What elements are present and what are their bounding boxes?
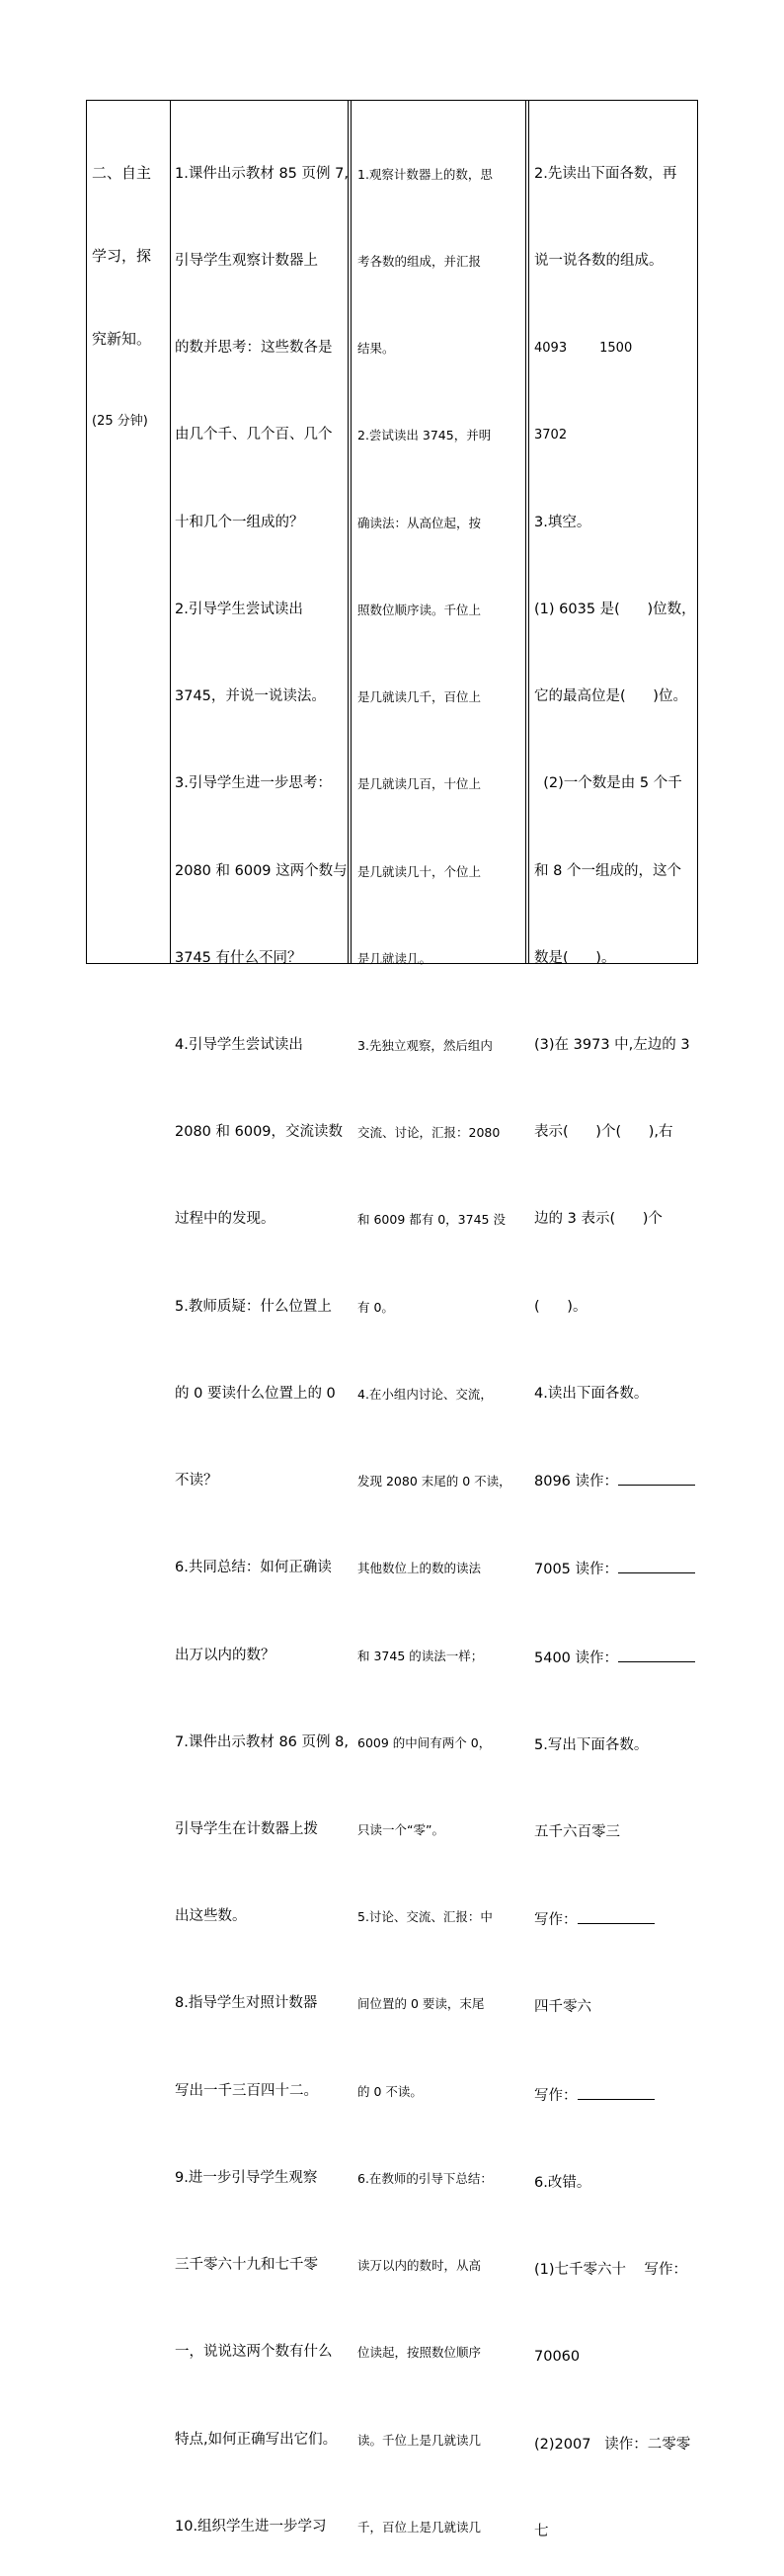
student-line: 有 0。 <box>357 1299 394 1315</box>
student-line: 读万以内的数时，从高 <box>357 2258 482 2274</box>
exercise-line: 边的 3 表示( )个 <box>534 1211 663 1228</box>
teacher-line: 3745 有什么不同？ <box>175 949 302 966</box>
stage-line: 究新知。 <box>92 330 152 348</box>
teacher-line: 10.组织学生进一步学习 <box>175 2518 327 2535</box>
teacher-line: 3745，并说一说读法。 <box>175 688 326 705</box>
teacher-line: 由几个千、几个百、几个 <box>175 427 333 443</box>
stage-line: (25 分钟) <box>92 414 148 429</box>
exercise-line: (2)一个数是由 5 个千 <box>534 775 682 792</box>
student-line: 读。千位上是几就读几 <box>357 2432 482 2448</box>
teacher-line: 十和几个一组成的？ <box>175 514 304 530</box>
divider-2 <box>525 101 526 963</box>
exercise-line: 它的最高位是( )位。 <box>534 688 687 705</box>
exercise-line-with-blank <box>534 2081 696 2111</box>
teacher-line: 不读？ <box>175 1473 218 1489</box>
exercise-text: 7005 读作： <box>534 1562 619 1578</box>
teacher-line: 4.引导学生尝试读出 <box>175 1037 303 1053</box>
student-line: 和 6009 都有 0，3745 没 <box>357 1212 506 1228</box>
teacher-line: 2080 和 6009 这两个数与 <box>175 862 348 879</box>
teacher-line: 6.共同总结：如何正确读 <box>175 1560 332 1576</box>
exercise-line: (2)2007 读作：二零零 <box>534 2436 691 2453</box>
exercise-line: 70060 <box>534 2349 581 2366</box>
student-line: 考各数的组成，并汇报 <box>357 254 482 270</box>
teacher-line: 三千零六十九和七千零 <box>175 2257 318 2274</box>
student-line: 6.在教师的引导下总结： <box>357 2170 493 2186</box>
teacher-line: 写出一千三百四十二。 <box>175 2082 318 2099</box>
exercise-line: 3702 <box>534 428 568 443</box>
student-line: 间位置的 0 要读，末尾 <box>357 1996 485 2012</box>
teacher-line: 的数并思考：这些数各是 <box>175 340 333 357</box>
student-line: 结果。 <box>357 341 395 357</box>
exercise-line-with-blank <box>534 1555 696 1584</box>
exercise-text: 写作： <box>534 1912 578 1929</box>
student-line: 2.尝试读出 3745，并明 <box>357 428 492 443</box>
student-line: 3.先独立观察，然后组内 <box>357 1038 493 1053</box>
teacher-line: 特点,如何正确写出它们。 <box>175 2431 338 2448</box>
student-line: 6009 的中间有两个 0， <box>357 1734 492 1750</box>
answer-blank <box>618 1555 695 1573</box>
exercise-text: 写作： <box>534 2087 578 2104</box>
teacher-line: 过程中的发现。 <box>175 1211 275 1228</box>
stage-line: 二、自主 <box>92 164 152 182</box>
answer-blank <box>618 1467 695 1486</box>
teacher-line: 5.教师质疑：什么位置上 <box>175 1298 332 1315</box>
student-line: 和 3745 的读法一样； <box>357 1648 484 1663</box>
student-line: 只读一个“零”。 <box>357 1821 444 1837</box>
exercise-line-with-blank <box>534 1905 696 1935</box>
answer-blank <box>578 2081 655 2100</box>
exercise-line: 数是( )。 <box>534 949 616 966</box>
teacher-line: 引导学生观察计数器上 <box>175 253 318 270</box>
exercises <box>534 102 696 2576</box>
teacher-line: 8.指导学生对照计数器 <box>175 1995 318 2012</box>
exercise-line: ( )。 <box>534 1298 588 1315</box>
teacher-line: 1.课件出示教材 85 页例 7, <box>175 165 349 182</box>
exercise-line: 五千六百零三 <box>534 1823 620 1840</box>
student-line: 照数位顺序读。千位上 <box>357 602 482 617</box>
exercise-line-with-blank <box>534 1644 696 1673</box>
exercise-line: 3.填空。 <box>534 514 591 530</box>
exercise-line: 表示( )个( ),右 <box>534 1124 673 1141</box>
student-line: 4.在小组内讨论、交流， <box>357 1386 493 1402</box>
student-line: 发现 2080 末尾的 0 不读， <box>357 1474 511 1489</box>
teacher-line: 出万以内的数？ <box>175 1647 275 1663</box>
student-line: 是几就读几千，百位上 <box>357 689 482 705</box>
teacher-line: 2.引导学生尝试读出 <box>175 601 303 617</box>
teacher-line: 引导学生在计数器上拨 <box>175 1820 318 1837</box>
exercise-line: 5.写出下面各数。 <box>534 1736 649 1753</box>
teacher-line: 7.课件出示教材 86 页例 8, <box>175 1733 349 1750</box>
student-line: 千，百位上是几就读几 <box>357 2519 482 2535</box>
exercise-line: (1)七千零六十 写作： <box>534 2262 687 2279</box>
exercise-line: 2.先读出下面各数，再 <box>534 165 677 182</box>
exercise-line: 四千零六 <box>534 1999 591 2016</box>
teacher-line: 2080 和 6009，交流读数 <box>175 1124 344 1141</box>
answer-blank <box>618 1644 695 1662</box>
stage-cell <box>92 104 151 463</box>
divider-1b <box>351 101 352 963</box>
student-line: 的 0 不读。 <box>357 2083 423 2099</box>
student-activities <box>357 102 511 2571</box>
student-line: 位读起，按照数位顺序 <box>357 2345 482 2361</box>
teacher-activities <box>175 102 349 2571</box>
student-line: 确读法：从高位起，按 <box>357 515 482 530</box>
exercise-line: (1) 6035 是( )位数， <box>534 601 696 617</box>
exercise-line: 七 <box>534 2523 549 2539</box>
exercise-line: (3)在 3973 中,左边的 3 <box>534 1037 690 1053</box>
student-line: 是几就读几十，个位上 <box>357 863 482 879</box>
exercise-text: 8096 读作： <box>534 1474 619 1490</box>
teacher-line: 3.引导学生进一步思考： <box>175 775 332 792</box>
exercise-line: 4.读出下面各数。 <box>534 1385 649 1402</box>
student-line: 5.讨论、交流、汇报：中 <box>357 1909 493 1925</box>
answer-blank <box>578 1905 655 1924</box>
student-line: 其他数位上的数的读法 <box>357 1561 482 1576</box>
exercise-line-with-blank <box>534 1467 696 1496</box>
student-line: 是几就读几百，十位上 <box>357 776 482 792</box>
student-line: 是几就读几。 <box>357 950 432 966</box>
teacher-line: 9.进一步引导学生观察 <box>175 2169 318 2186</box>
teacher-line: 出这些数。 <box>175 1908 247 1925</box>
student-line: 交流、讨论，汇报：2080 <box>357 1125 501 1141</box>
exercise-line: 说一说各数的组成。 <box>534 253 664 270</box>
exercise-line: 6.改错。 <box>534 2174 591 2191</box>
divider-2b <box>528 101 529 963</box>
exercise-line: 和 8 个一组成的，这个 <box>534 862 681 879</box>
teacher-line: 一，说说这两个数有什么 <box>175 2344 333 2361</box>
student-line: 1.观察计数器上的数，思 <box>357 166 493 182</box>
exercise-line: 4093 1500 <box>534 341 633 357</box>
exercise-text: 5400 读作： <box>534 1650 619 1666</box>
teacher-line: 的 0 要读什么位置上的 0 <box>175 1385 336 1402</box>
stage-line: 学习，探 <box>92 247 152 265</box>
